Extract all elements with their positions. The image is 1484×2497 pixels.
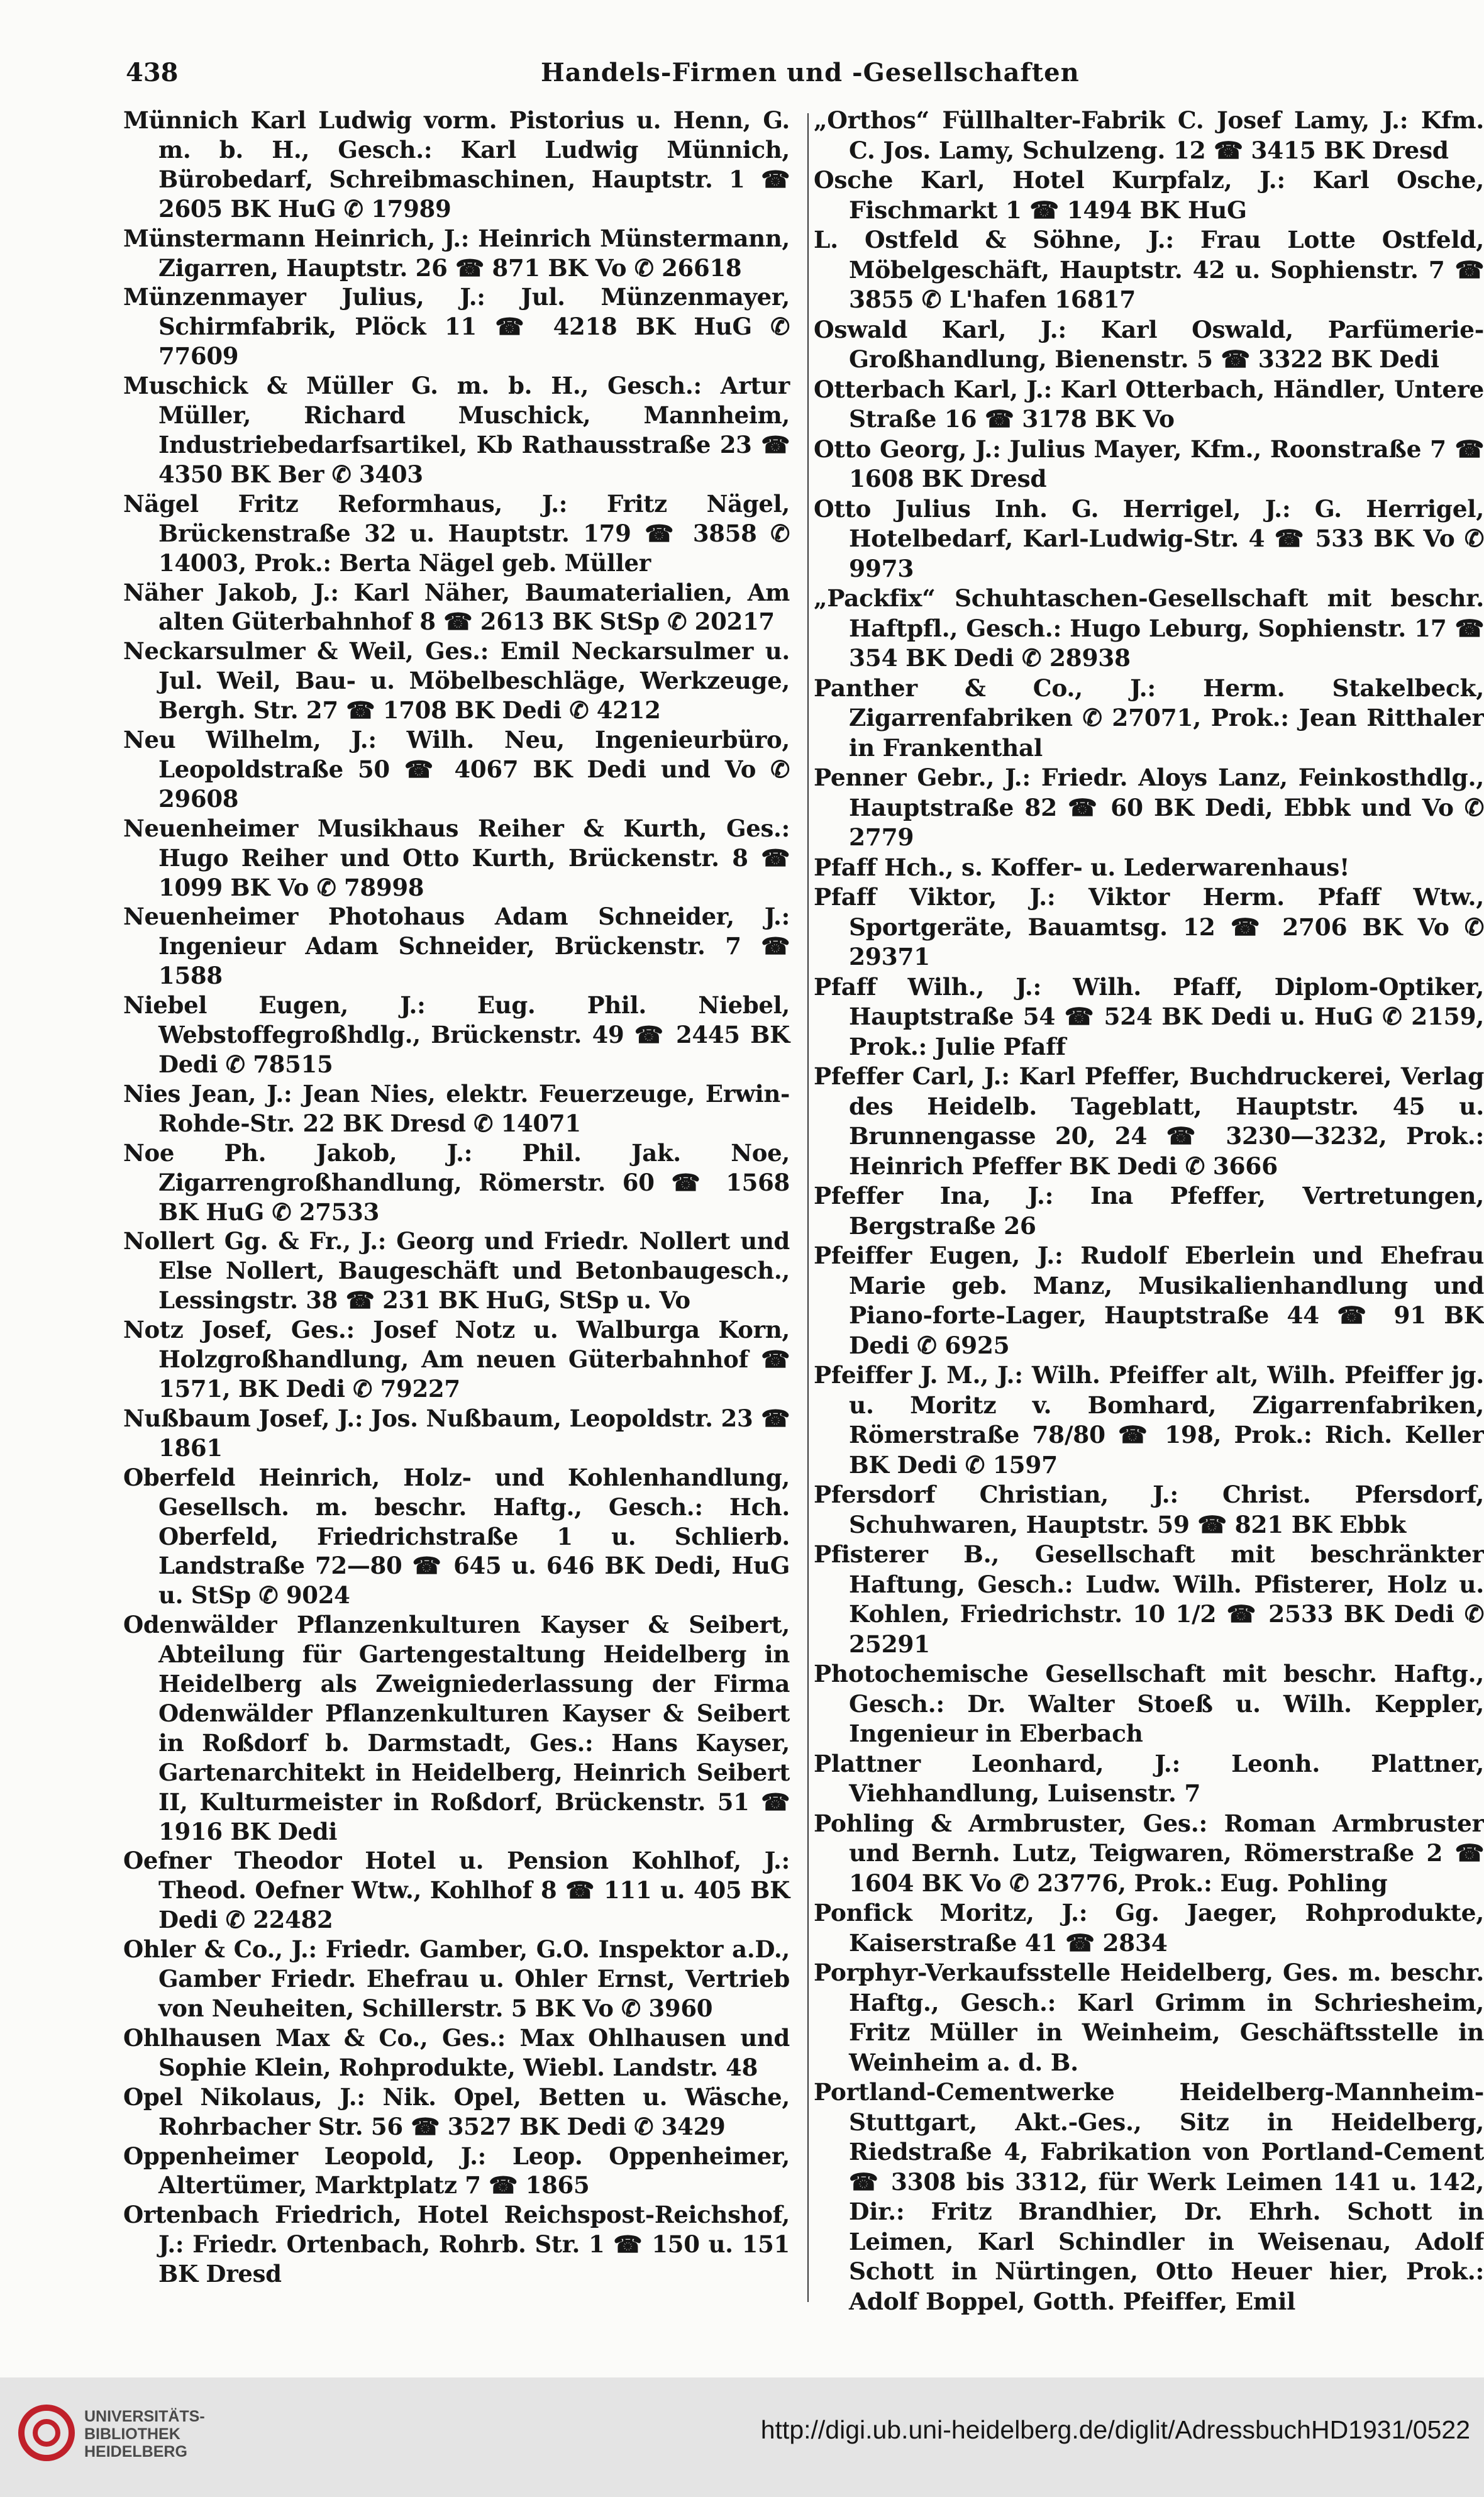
page-title: Handels-Firmen und -Gesellschaften [541,58,1080,87]
directory-entry: Ortenbach Friedrich, Hotel Reichspost-Reichshof, J.: Friedr. Ortenbach, Rohrb. Str. 1 ☎ 150 u. 151 BK Dresd [123,2201,790,2288]
directory-entry: Plattner Leonhard, J.: Leonh. Plattner, Viehhandlung, Luisenstr. 7 [814,1749,1484,1807]
page-number: 438 [126,58,179,87]
logo-text-line: UNIVERSITÄTS- [84,2408,205,2425]
directory-entry: Nußbaum Josef, J.: Jos. Nußbaum, Leopoldstr. 23 ☎ 1861 [123,1404,790,1462]
directory-entry: Osche Karl, Hotel Kurpfalz, J.: Karl Osche, Fischmarkt 1 ☎ 1494 BK HuG [814,166,1484,224]
directory-entry: Otto Julius Inh. G. Herrigel, J.: G. Herrigel, Hotelbedarf, Karl-Ludwig-Str. 4 ☎ 533 BK Vo ✆ 9973 [814,494,1484,582]
directory-entry: Pfaff Wilh., J.: Wilh. Pfaff, Diplom-Optiker, Hauptstraße 54 ☎ 524 BK Dedi u. HuG ✆ 2159, Prok.: Julie Pfaff [814,972,1484,1060]
directory-entry: Photochemische Gesellschaft mit beschr. Haftg., Gesch.: Dr. Walter Stoeß u. Wilh. Keppler, Ingenieur in Eberbach [814,1660,1484,1747]
directory-entry: Pohling & Armbruster, Ges.: Roman Armbruster und Bernh. Lutz, Teigwaren, Römerstraße 2 ☎ 1604 BK Vo ✆ 23776, Prok.: Eug. Pohling [814,1809,1484,1897]
directory-entry: Oefner Theodor Hotel u. Pension Kohlhof, J.: Theod. Oefner Wtw., Kohlhof 8 ☎ 111 u. 405 BK Dedi ✆ 22482 [123,1847,790,1934]
directory-entry: Penner Gebr., J.: Friedr. Aloys Lanz, Feinkosthdlg., Hauptstraße 82 ☎ 60 BK Dedi, Ebbk und Vo ✆ 2779 [814,764,1484,851]
directory-entry: Opel Nikolaus, J.: Nik. Opel, Betten u. Wäsche, Rohrbacher Str. 56 ☎ 3527 BK Dedi ✆ 3429 [123,2083,790,2140]
column-divider [807,113,809,2302]
directory-entry: Pfeffer Carl, J.: Karl Pfeffer, Buchdruckerei, Verlag des Heidelb. Tageblatt, Hauptstr. 45 u. Brunnengasse 20, 24 ☎ 3230—3232, Prok.: Heinrich Pfeffer BK Dedi ✆ 3666 [814,1062,1484,1180]
right-column [814,106,1484,2316]
directory-entry: Panther & Co., J.: Herm. Stakelbeck, Zigarrenfabriken ✆ 27071, Prok.: Jean Ritthaler in Frankenthal [814,674,1484,762]
directory-entry: Münzenmayer Julius, J.: Jul. Münzenmayer, Schirmfabrik, Plöck 11 ☎ 4218 BK HuG ✆ 77609 [123,283,790,370]
directory-entry: Nägel Fritz Reformhaus, J.: Fritz Nägel, Brückenstraße 32 u. Hauptstr. 179 ☎ 3858 ✆ 14003, Prok.: Berta Nägel geb. Müller [123,489,790,577]
library-logo-icon [18,2404,75,2462]
directory-entry: Oppenheimer Leopold, J.: Leop. Oppenheimer, Altertümer, Marktplatz 7 ☎ 1865 [123,2142,790,2199]
directory-entry: Odenwälder Pflanzenkulturen Kayser & Seibert, Abteilung für Gartengestaltung Heidelberg in Heidelberg als Zweigniederlassung der Firma Odenwälder Pflanzenkulturen Kayser & Seibert in Roßdorf b. Darmstadt, Ges.: Hans Kayser, Gartenarchitekt in Heidelberg, Heinrich Seibert II, Kulturmeister in Roßdorf, Brückenstr. 51 ☎ 1916 BK Dedi [123,1611,790,1845]
directory-entry: Noe Ph. Jakob, J.: Phil. Jak. Noe, Zigarrengroßhandlung, Römerstr. 60 ☎ 1568 BK HuG ✆ 27533 [123,1138,790,1226]
directory-entry: Pfeffer Ina, J.: Ina Pfeffer, Vertretungen, Bergstraße 26 [814,1182,1484,1240]
directory-entry: Niebel Eugen, J.: Eug. Phil. Niebel, Webstoffegroßhdlg., Brückenstr. 49 ☎ 2445 BK Dedi ✆ 78515 [123,991,790,1078]
directory-entry: Porphyr-Verkaufsstelle Heidelberg, Ges. m. beschr. Haftg., Gesch.: Karl Grimm in Schriesheim, Fritz Müller in Weinheim, Geschäftsstelle in Weinheim a. d. B. [814,1959,1484,2076]
directory-entry: Pfisterer B., Gesellschaft mit beschränkter Haftung, Gesch.: Ludw. Wilh. Pfisterer, Holz u. Kohlen, Friedrichstr. 10 1/2 ☎ 2533 BK Dedi ✆ 25291 [814,1540,1484,1658]
directory-entry: „Orthos“ Füllhalter-Fabrik C. Josef Lamy, J.: Kfm. C. Jos. Lamy, Schulzeng. 12 ☎ 3415 BK Dresd [814,106,1484,164]
directory-entry: Neu Wilhelm, J.: Wilh. Neu, Ingenieurbüro, Leopoldstraße 50 ☎ 4067 BK Dedi und Vo ✆ 29608 [123,726,790,813]
directory-entry: Pfeiffer J. M., J.: Wilh. Pfeiffer alt, Wilh. Pfeiffer jg. u. Moritz v. Bomhard, Zigarrenfabriken, Römerstraße 78/80 ☎ 198, Prok.: Rich. Keller BK Dedi ✆ 1597 [814,1361,1484,1479]
directory-entry: Neuenheimer Photohaus Adam Schneider, J.: Ingenieur Adam Schneider, Brückenstr. 7 ☎ 1588 [123,903,790,990]
directory-entry: Neckarsulmer & Weil, Ges.: Emil Neckarsulmer u. Jul. Weil, Bau- u. Möbelbeschläge, Werkzeuge, Bergh. Str. 27 ☎ 1708 BK Dedi ✆ 4212 [123,637,790,725]
directory-entry: Pfeiffer Eugen, J.: Rudolf Eberlein und Ehefrau Marie geb. Manz, Musikalienhandlung und Piano-forte-Lager, Hauptstraße 44 ☎ 91 BK Dedi ✆ 6925 [814,1242,1484,1359]
directory-entry: Pfersdorf Christian, J.: Christ. Pfersdorf, Schuhwaren, Hauptstr. 59 ☎ 821 BK Ebbk [814,1481,1484,1538]
logo-text-line: BIBLIOTHEK [84,2425,180,2443]
directory-entry: Notz Josef, Ges.: Josef Notz u. Walburga Korn, Holzgroßhandlung, Am neuen Güterbahnhof ☎ 1571, BK Dedi ✆ 79227 [123,1316,790,1403]
source-url-link[interactable]: http://digi.ub.uni-heidelberg.de/diglit/AdressbuchHD1931/0522 [760,2415,1470,2444]
directory-entry: Muschick & Müller G. m. b. H., Gesch.: Artur Müller, Richard Muschick, Mannheim, Industriebedarfsartikel, Kb Rathausstraße 23 ☎ 4350 BK Ber ✆ 3403 [123,372,790,488]
directory-entry: Ohlhausen Max & Co., Ges.: Max Ohlhausen und Sophie Klein, Rohprodukte, Wiebl. Landstr. 48 [123,2023,790,2081]
directory-entry: Portland-Cementwerke Heidelberg-Mannheim-Stuttgart, Akt.-Ges., Sitz in Heidelberg, Riedstraße 4, Fabrikation von Portland-Cement ☎ 3308 bis 3312, für Werk Leimen 141 u. 142, Dir.: Fritz Brandhier, Dr. Ehrh. Schott in Leimen, Karl Schindler in Weisenau, Adolf Schott in Nürtingen, Otto Heuer hier, Prok.: Adolf Boppel, Gotth. Pfeiffer, Emil [814,2078,1484,2315]
directory-entry: Oswald Karl, J.: Karl Oswald, Parfümerie-Großhandlung, Bienenstr. 5 ☎ 3322 BK Dedi [814,315,1484,373]
left-column [123,106,790,2289]
directory-entry: Näher Jakob, J.: Karl Näher, Baumaterialien, Am alten Güterbahnhof 8 ☎ 2613 BK StSp ✆ 20217 [123,578,790,636]
directory-entry: Oberfeld Heinrich, Holz- und Kohlenhandlung, Gesellsch. m. beschr. Haftg., Gesch.: Hch. Oberfeld, Friedrichstraße 1 u. Schlierb. Landstraße 72—80 ☎ 645 u. 646 BK Dedi, HuG u. StSp ✆ 9024 [123,1463,790,1610]
directory-entry: Münstermann Heinrich, J.: Heinrich Münstermann, Zigarren, Hauptstr. 26 ☎ 871 BK Vo ✆ 26618 [123,224,790,282]
directory-entry: „Packfix“ Schuhtaschen-Gesellschaft mit beschr. Haftpfl., Gesch.: Hugo Leburg, Sophienstr. 17 ☎ 354 BK Dedi ✆ 28938 [814,584,1484,672]
directory-entry: Nies Jean, J.: Jean Nies, elektr. Feuerzeuge, Erwin-Rohde-Str. 22 BK Dresd ✆ 14071 [123,1079,790,1137]
directory-entry: Otterbach Karl, J.: Karl Otterbach, Händler, Untere Straße 16 ☎ 3178 BK Vo [814,375,1484,433]
directory-entry: Neuenheimer Musikhaus Reiher & Kurth, Ges.: Hugo Reiher und Otto Kurth, Brückenstr. 8 ☎ 1099 BK Vo ✆ 78998 [123,814,790,901]
directory-entry: Ohler & Co., J.: Friedr. Gamber, G.O. Inspektor a.D., Gamber Friedr. Ehefrau u. Ohler Ernst, Vertrieb von Neuheiten, Schillerstr. 5 BK Vo ✆ 3960 [123,1935,790,2022]
directory-entry: L. Ostfeld & Söhne, J.: Frau Lotte Ostfeld, Möbelgeschäft, Hauptstr. 42 u. Sophienstr. 7 ☎ 3855 ✆ L'hafen 16817 [814,226,1484,313]
directory-entry: Ponfick Moritz, J.: Gg. Jaeger, Rohprodukte, Kaiserstraße 41 ☎ 2834 [814,1899,1484,1957]
directory-entry: Nollert Gg. & Fr., J.: Georg und Friedr. Nollert und Else Nollert, Baugeschäft und Betonbaugesch., Lessingstr. 38 ☎ 231 BK HuG, StSp u. Vo [123,1227,790,1315]
directory-entry: Münnich Karl Ludwig vorm. Pistorius u. Henn, G. m. b. H., Gesch.: Karl Ludwig Münnich, Bürobedarf, Schreibmaschinen, Hauptstr. 1 ☎ 2605 BK HuG ✆ 17989 [123,106,790,223]
footer-bar [0,2377,1484,2497]
directory-entry: Otto Georg, J.: Julius Mayer, Kfm., Roonstraße 7 ☎ 1608 BK Dresd [814,435,1484,492]
directory-entry: Pfaff Hch., s. Koffer- u. Lederwarenhaus! [814,853,1350,881]
directory-entry: Pfaff Viktor, J.: Viktor Herm. Pfaff Wtw., Sportgeräte, Bauamtsg. 12 ☎ 2706 BK Vo ✆ 29371 [814,883,1484,970]
logo-text-line: HEIDELBERG [84,2443,187,2461]
